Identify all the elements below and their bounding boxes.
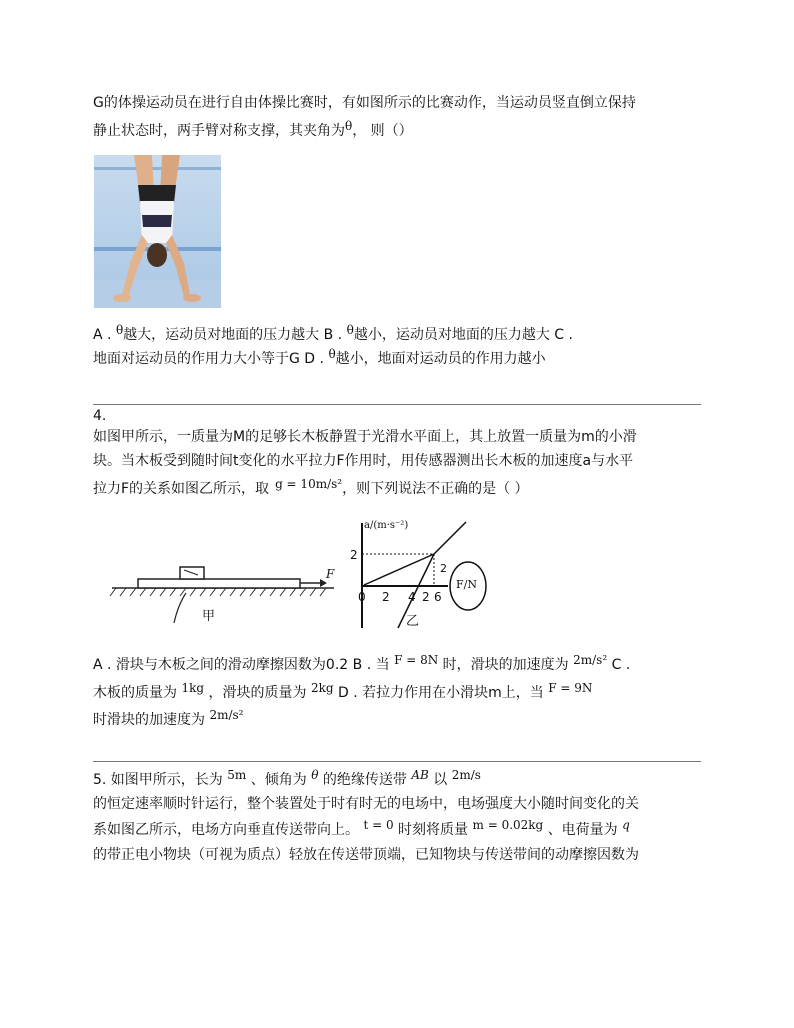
side-value-label: 2 xyxy=(440,562,447,575)
q3-stem-end: ， 则（） xyxy=(352,123,413,139)
q4-stem-line3 xyxy=(93,479,529,499)
q3-stem-line1: G的体操运动员在进行自由体操比赛时，有如图所示的比赛动作，当运动员竖直倒立保持 xyxy=(93,95,636,111)
figure-jia-caption: 甲 xyxy=(202,609,216,624)
section-divider xyxy=(93,404,701,405)
belt-ab: AB xyxy=(411,768,429,782)
q4-option-d-text: D . 若拉力作用在小滑块m上，当 xyxy=(338,685,544,701)
force-8n: F = 8N xyxy=(394,653,439,667)
q5-stem-text3: 的绝缘传送带 xyxy=(322,772,407,788)
q5-stem-text2: 、倾角为 xyxy=(250,772,307,788)
force-label: F xyxy=(326,567,335,581)
q4-option-a-b: A . 滑块与木板之间的滑动摩擦因数为0.2 B . 当 xyxy=(93,657,390,673)
q5-stem-text7: 、电荷量为 xyxy=(547,822,618,838)
theta-symbol: θ xyxy=(311,768,319,782)
y-tick-label: 2 xyxy=(350,548,358,562)
q4-option-c-label: C . xyxy=(611,657,631,673)
q3-option-a-label: A . xyxy=(93,327,112,343)
belt-speed: 2m/s xyxy=(451,768,481,782)
acceleration-value: 2m/s² xyxy=(209,708,244,722)
theta-symbol: θ xyxy=(346,323,354,337)
q5-stem-text5: 系如图乙所示，电场方向垂直传送带向上。 xyxy=(93,822,359,838)
board-mass: 1kg xyxy=(181,681,205,695)
x-tick-label: 4 xyxy=(408,590,416,604)
q4-option-d-text2: 时滑块的加速度为 xyxy=(93,712,205,728)
q4-option-c-text2: ，滑块的质量为 xyxy=(208,685,307,701)
theta-symbol: θ xyxy=(115,323,124,337)
y-axis-label: a/(m·s⁻²) xyxy=(364,520,409,531)
board-block-diagram xyxy=(108,555,348,625)
force-9n: F = 9N xyxy=(548,681,593,695)
figure-jia xyxy=(108,555,348,625)
q4-options-line3 xyxy=(93,710,243,730)
q3-stem-text: 静止状态时，两手臂对称支撑，其夹角为 xyxy=(93,123,345,139)
q3-option-d: 越小，地面对运动员的作用力越小 xyxy=(335,351,546,367)
acceleration-force-graph xyxy=(348,518,498,630)
q3-option-b-c: 越小，运动员对地面的压力越大 C . xyxy=(353,327,573,343)
q4-stem-line2: 块。当木板受到随时间t变化的水平拉力F作用时，用传感器测出长木板的加速度a与水平 xyxy=(93,453,634,469)
gymnast-illustration xyxy=(94,155,221,308)
q3-option-a-b: 越大，运动员对地面的压力越大 B . xyxy=(123,327,343,343)
q5-stem-line2: 的恒定速率顺时针运行，整个装置处于时有时无的电场中，电场强度大小随时间变化的关 xyxy=(93,796,639,812)
section-divider xyxy=(93,761,701,762)
q4-stem-text: 拉力F的关系如图乙所示，取 xyxy=(93,481,270,497)
x-tick-label: 2 xyxy=(382,590,390,604)
x-tick-label: 6 xyxy=(434,590,442,604)
acceleration-value: 2m/s² xyxy=(573,653,608,667)
q4-stem-line1: 如图甲所示，一质量为M的足够长木板静置于光滑水平面上，其上放置一质量为m的小滑 xyxy=(93,429,637,445)
q5-stem-text6: 时刻将质量 xyxy=(398,822,469,838)
q5-stem-text4: 以 xyxy=(433,772,448,788)
block-mass: m = 0.02kg xyxy=(472,818,544,832)
q5-stem-text: 5. 如图甲所示，长为 xyxy=(93,772,223,788)
charge-symbol: q xyxy=(622,818,630,832)
q4-stem-end: ，则下列说法不正确的是（ ） xyxy=(342,481,529,497)
theta-symbol: θ xyxy=(328,347,336,361)
q4-option-b-text: 时，滑块的加速度为 xyxy=(442,657,569,673)
q4-options-line2 xyxy=(93,683,592,703)
q4-option-c-text: 木板的质量为 xyxy=(93,685,177,701)
q3-option-c-d: 地面对运动员的作用力大小等于G D . xyxy=(93,351,324,367)
x-tick-label: 2 xyxy=(422,590,430,604)
belt-length: 5m xyxy=(227,768,247,782)
q3-stem-line2 xyxy=(93,121,413,141)
theta-symbol: θ xyxy=(345,119,353,133)
gravity-expression: g = 10m/s² xyxy=(275,477,343,491)
gymnast-handstand-photo xyxy=(94,155,221,308)
x-axis-unit: F/N xyxy=(456,578,477,591)
q3-options-line1 xyxy=(93,325,573,345)
figure-yi-caption: 乙 xyxy=(406,614,420,629)
q4-options-line1 xyxy=(93,655,630,675)
time-zero: t = 0 xyxy=(363,818,394,832)
x-tick-label: 0 xyxy=(358,590,366,604)
q5-stem-line4: 的带正电小物块（可视为质点）轻放在传送带顶端，已知物块与传送带间的动摩擦因数为 xyxy=(93,847,639,863)
figure-yi xyxy=(348,518,498,630)
block-mass: 2kg xyxy=(310,681,334,695)
q5-stem-line1 xyxy=(93,770,481,790)
q5-stem-line3 xyxy=(93,820,630,840)
q3-options-line2 xyxy=(93,349,546,369)
q4-number: 4. xyxy=(93,408,107,424)
